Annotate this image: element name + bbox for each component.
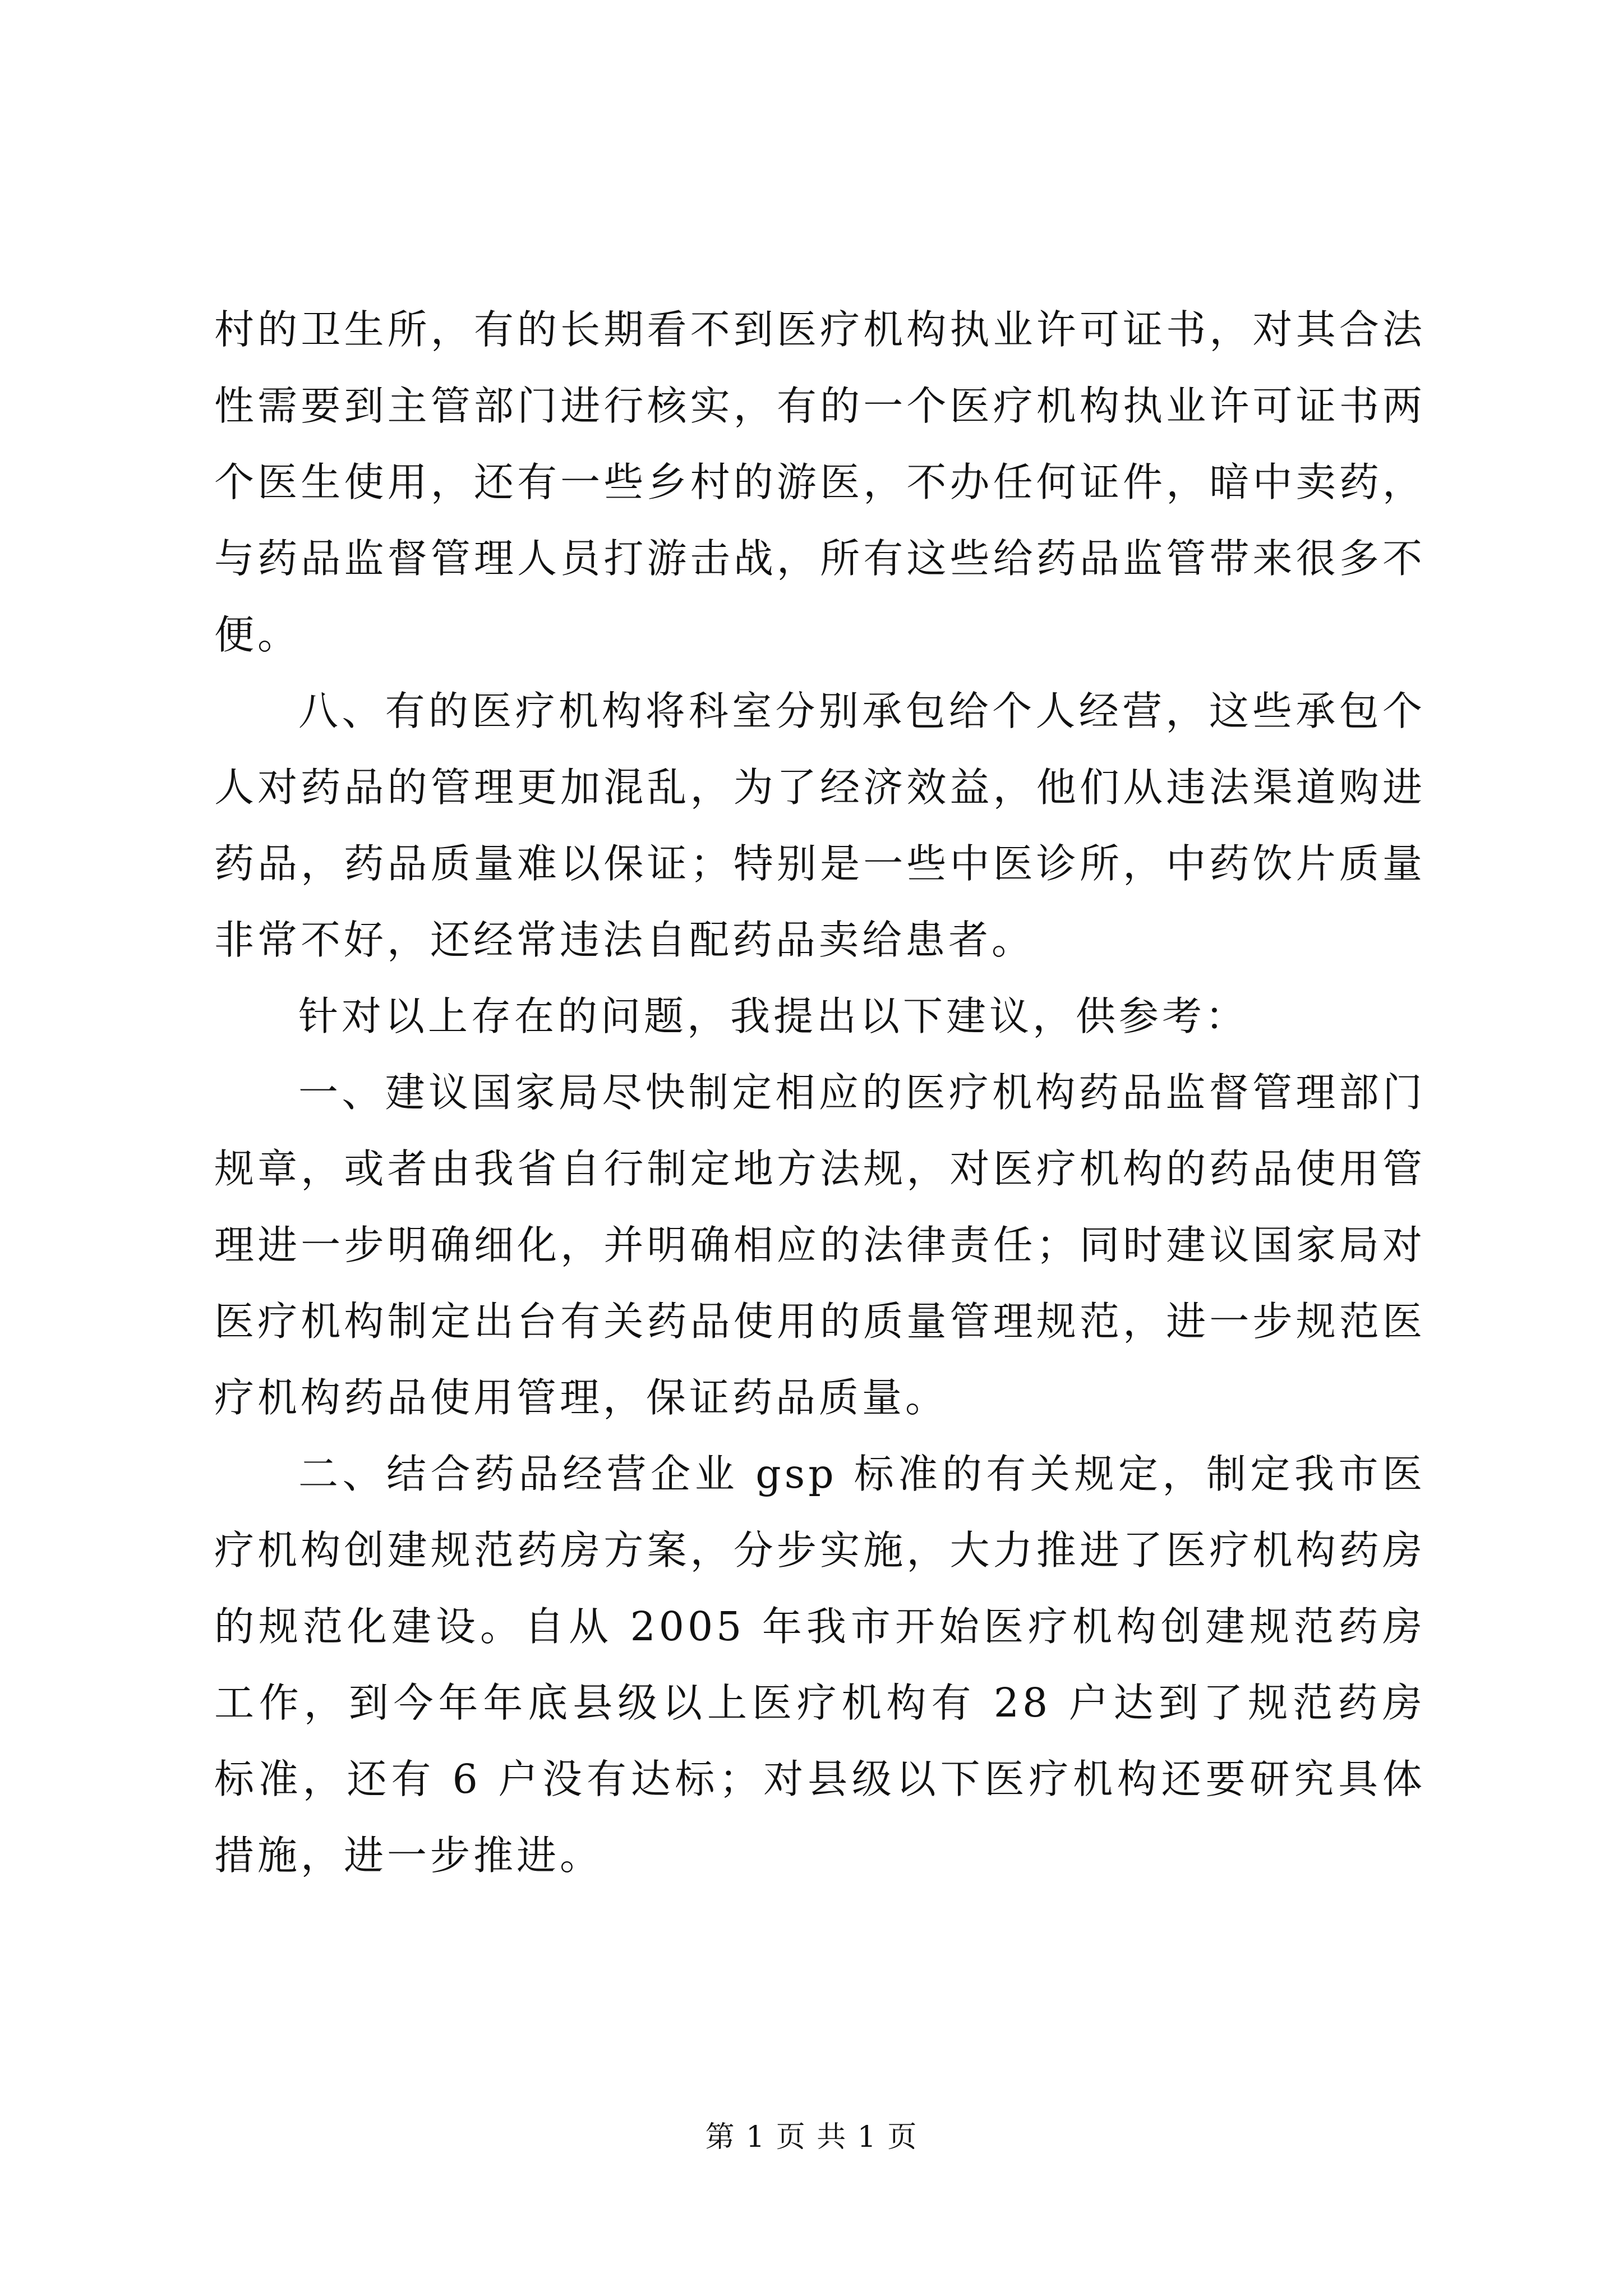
paragraph-suggestion-intro: 针对以上存在的问题，我提出以下建议，供参考：: [298, 993, 1249, 1039]
page-footer: 第 1 页 共 1 页: [705, 2120, 918, 2154]
document-body: [214, 292, 1426, 1894]
paragraph-suggestion-one: 一、建议国家局尽快制定相应的医疗机构药品监督管理部门规章，或者由我省自行制定地方法规，对医疗机构的药品使用管理进一步明确细化，并明确相应的法律责任；同时建议国家局对医疗机构制定出台有关药品使用的质量管理规范，进一步规范医疗机构药品使用管理，保证药品质量。: [214, 1069, 1426, 1421]
paragraph-suggestion-two: 二、结合药品经营企业 gsp 标准的有关规定，制定我市医疗机构创建规范药房方案，分步实施，大力推进了医疗机构药房的规范化建设。自从 2005 年我市开始医疗机构创建规范药房工作，到今年年底县级以上医疗机构有 28 户达到了规范药房标准，还有 6 户没有达标；对县级以下医疗机构还要研究具体措施，进一步推进。: [214, 1451, 1426, 1879]
paragraph-item-eight: 八、有的医疗机构将科室分别承包给个人经营，这些承包个人对药品的管理更加混乱，为了经济效益，他们从违法渠道购进药品，药品质量难以保证；特别是一些中医诊所，中药饮片质量非常不好，还经常违法自配药品卖给患者。: [214, 688, 1426, 963]
paragraph-continuation: 村的卫生所，有的长期看不到医疗机构执业许可证书，对其合法性需要到主管部门进行核实，有的一个医疗机构执业许可证书两个医生使用，还有一些乡村的游医，不办任何证件，暗中卖药，与药品监督管理人员打游击战，所有这些给药品监管带来很多不便。: [214, 306, 1426, 658]
